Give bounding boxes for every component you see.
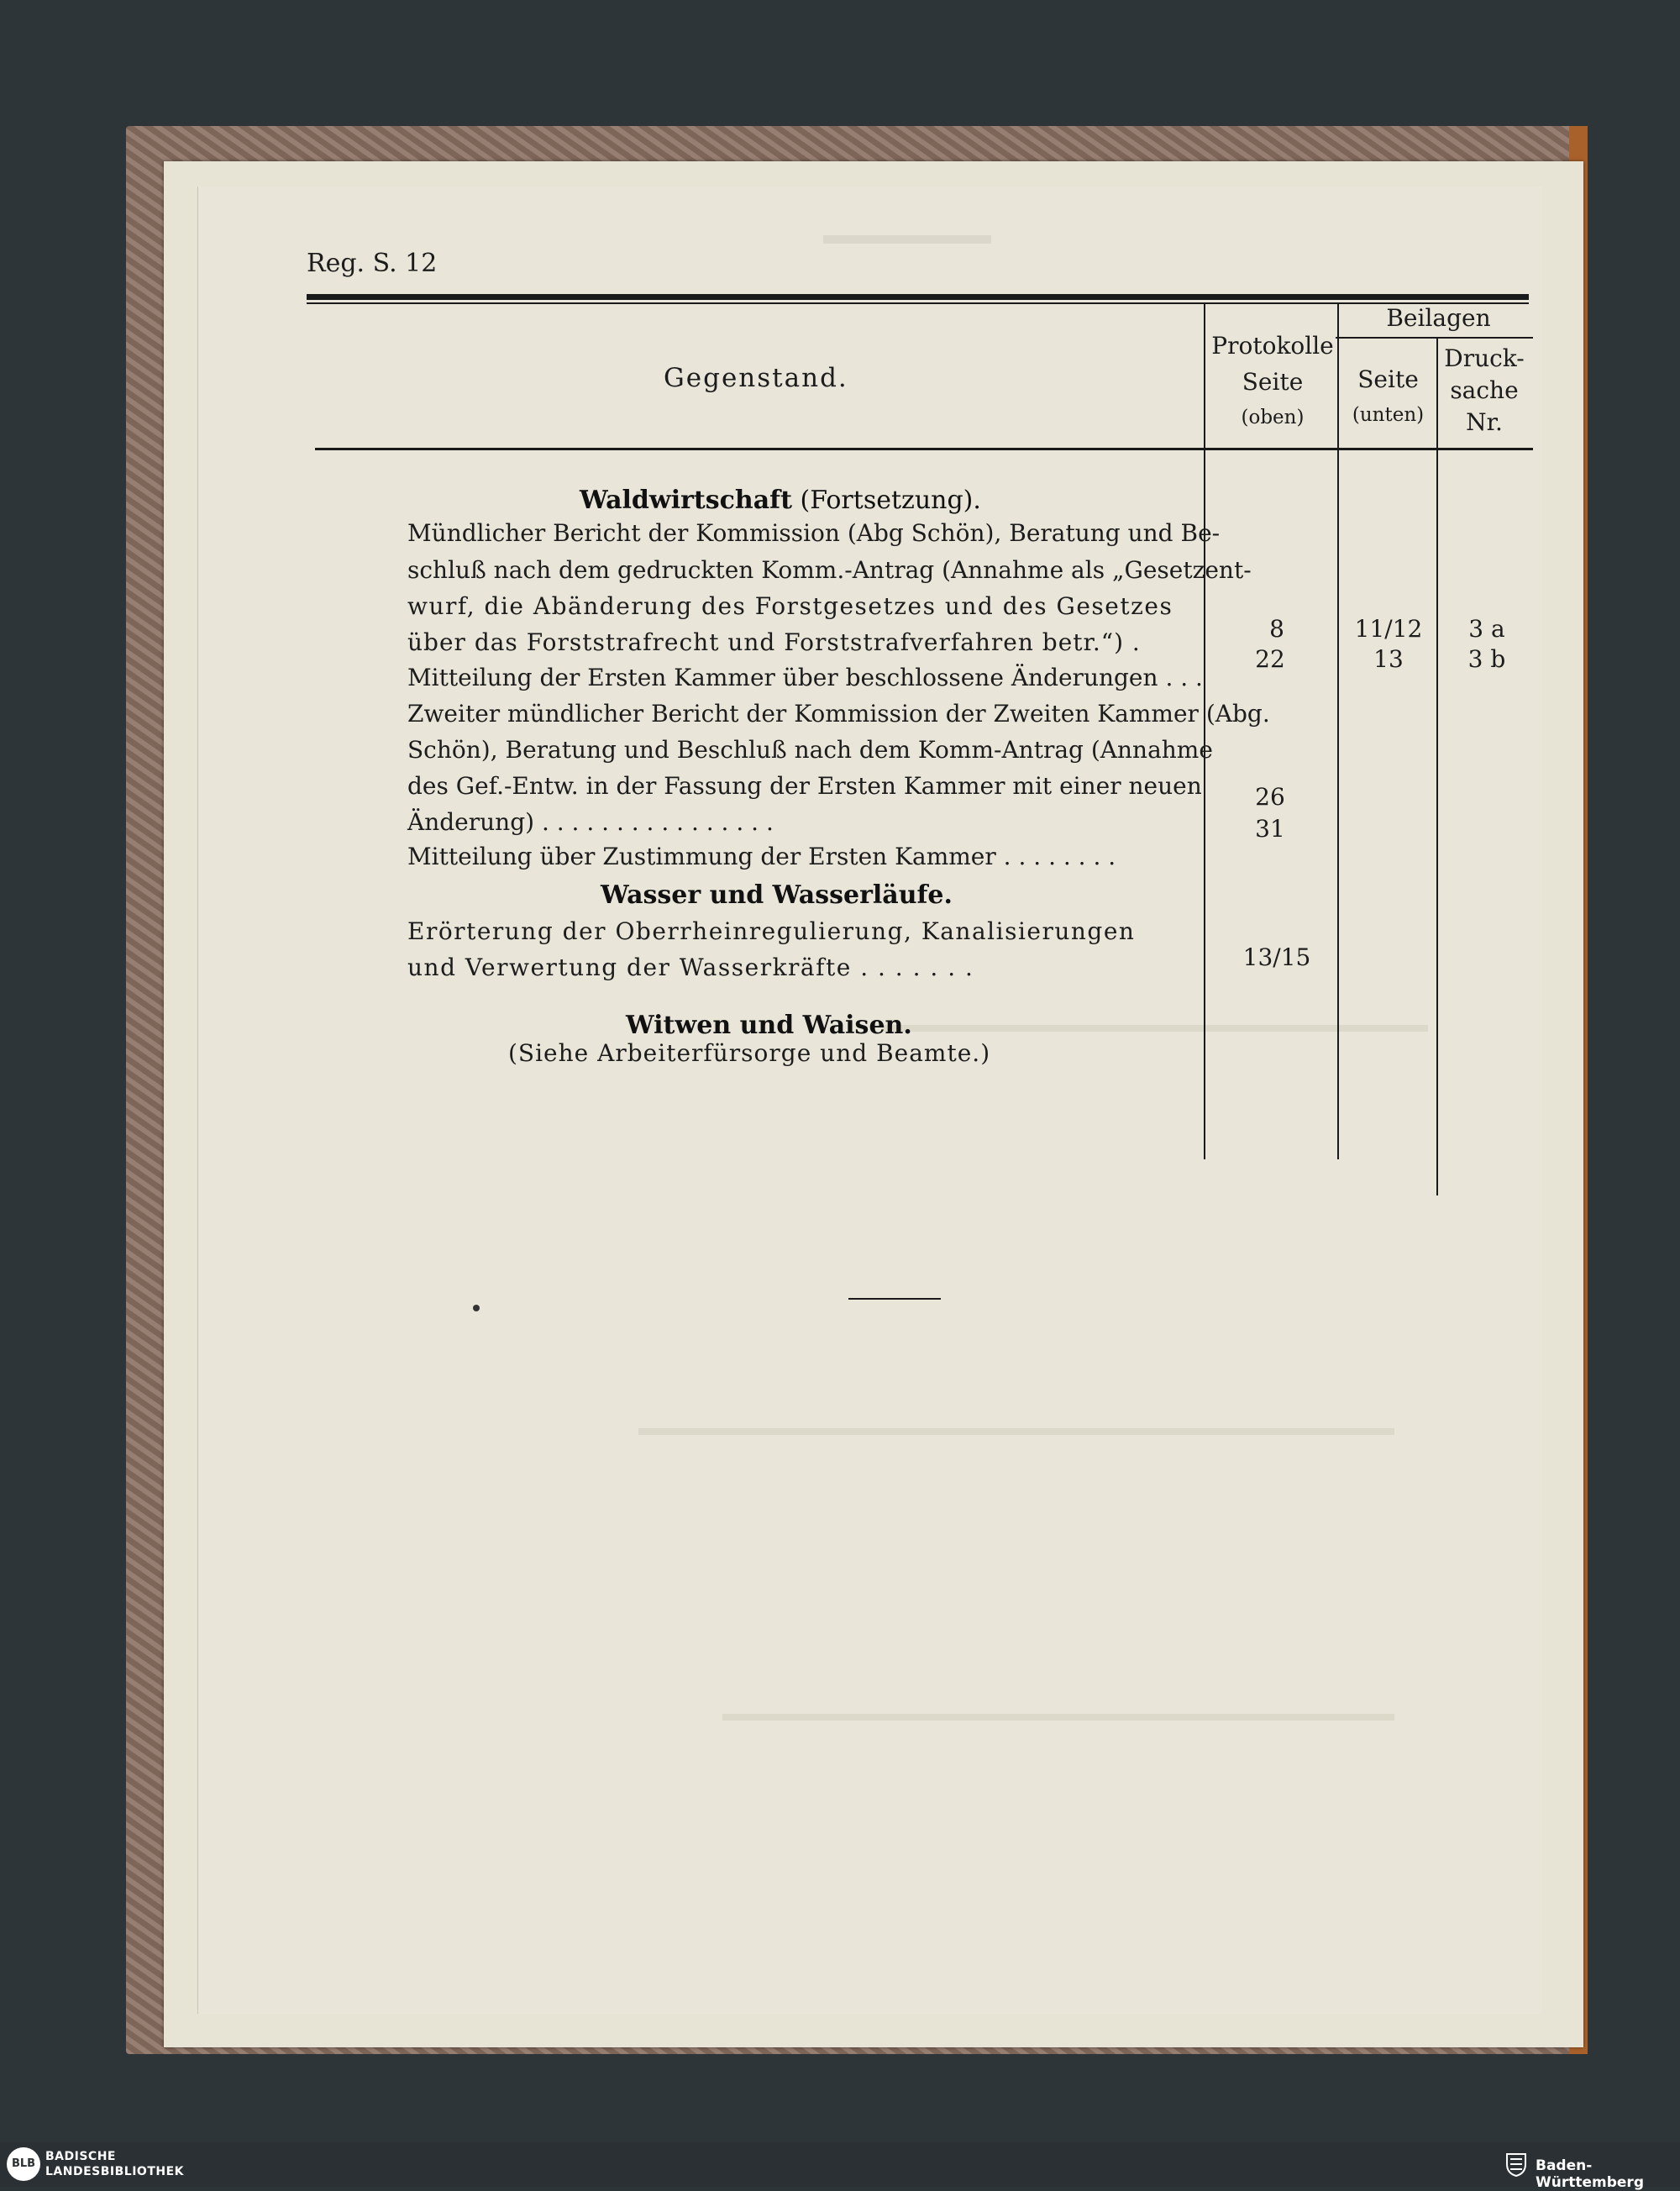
entry-line: wurf, die Abänderung des Forstgesetzes und des Gesetzes bbox=[407, 592, 1173, 620]
section-heading: Witwen und Waisen. bbox=[626, 1011, 912, 1040]
section-heading-suffix: (Fortsetzung). bbox=[791, 486, 981, 515]
entry-line: und Verwertung der Wasserkräfte . . . . . . . bbox=[407, 954, 974, 981]
entry-line: über das Forststrafrecht und Forststrafverfahren betr.“) . bbox=[407, 628, 1141, 656]
bleed-through-text bbox=[722, 1714, 1394, 1721]
library-name-line: LANDESBIBLIOTHEK bbox=[45, 2165, 185, 2178]
drucksache-number: 3 a bbox=[1468, 615, 1505, 643]
document-page bbox=[164, 161, 1583, 2047]
beilagen-page: 13 bbox=[1373, 645, 1404, 673]
blb-logo-icon: BLB bbox=[7, 2147, 40, 2181]
protokolle-page: 22 bbox=[1255, 645, 1285, 673]
header-bottom-rule bbox=[315, 448, 1533, 450]
entry-line: Mitteilung über Zustimmung der Ersten Kammer . . . . . . . . bbox=[407, 843, 1116, 870]
running-head: Reg. S. 12 bbox=[307, 249, 438, 278]
protokolle-page: 8 bbox=[1269, 615, 1284, 643]
entry-line: (Siehe Arbeiterfürsorge und Beamte.) bbox=[508, 1039, 991, 1067]
section-heading-title: Waldwirtschaft bbox=[580, 486, 792, 515]
library-name bbox=[45, 2149, 184, 2179]
entry-line: Erörterung der Oberrheinregulierung, Kanalisierungen bbox=[407, 917, 1136, 945]
bleed-through-text bbox=[823, 235, 991, 244]
entry-line: schluß nach dem gedruckten Komm.-Antrag (Annahme als „Gesetzent- bbox=[407, 556, 1252, 584]
entry-line: des Gef.-Entw. in der Fassung der Ersten Kammer mit einer neuen bbox=[407, 772, 1202, 800]
protokolle-page: 13/15 bbox=[1242, 943, 1311, 971]
header-rule-thick bbox=[307, 294, 1529, 300]
bleed-through-text bbox=[638, 1428, 1394, 1435]
section-heading: Wasser und Wasserläufe. bbox=[601, 880, 953, 910]
entry-line: Zweiter mündlicher Bericht der Kommission der Zweiten Kammer (Abg. bbox=[407, 700, 1270, 728]
baden-wuerttemberg-crest-icon bbox=[1504, 2151, 1529, 2178]
beilagen-subrule bbox=[1336, 337, 1533, 339]
column-header-beilagen: Beilagen bbox=[1386, 304, 1491, 332]
column-header-drucksache bbox=[1438, 343, 1530, 439]
header-label: Druck- bbox=[1444, 344, 1525, 372]
entry-line: Mündlicher Bericht der Kommission (Abg Schön), Beratung und Be- bbox=[407, 519, 1221, 547]
header-label: (oben) bbox=[1241, 407, 1305, 428]
bleed-through-text bbox=[882, 1025, 1428, 1032]
entry-line: Schön), Beratung und Beschluß nach dem Komm-Antrag (Annahme bbox=[407, 736, 1213, 764]
drucksache-number: 3 b bbox=[1467, 645, 1506, 673]
column-header-beilagen-seite bbox=[1340, 361, 1436, 433]
state-name: Baden-Württemberg bbox=[1536, 2157, 1644, 2191]
section-heading bbox=[580, 486, 981, 515]
protokolle-page: 26 bbox=[1255, 783, 1285, 811]
header-label: (unten) bbox=[1352, 404, 1425, 426]
column-divider bbox=[1436, 339, 1438, 1195]
end-rule bbox=[848, 1298, 941, 1300]
library-name-line: BADISCHE bbox=[45, 2150, 116, 2163]
header-label: Nr. bbox=[1466, 408, 1503, 436]
column-header-subject: Gegenstand. bbox=[664, 363, 848, 393]
ink-dot bbox=[473, 1305, 480, 1311]
header-label: Protokolle bbox=[1211, 332, 1334, 360]
header-label: Seite bbox=[1242, 368, 1304, 396]
header-label: Seite bbox=[1357, 365, 1419, 393]
beilagen-page: 11/12 bbox=[1354, 615, 1423, 643]
entry-line: Änderung) . . . . . . . . . . . . . . . . bbox=[407, 808, 774, 836]
page-inner bbox=[197, 187, 1542, 2014]
column-header-protokolle bbox=[1205, 328, 1340, 436]
entry-line: Mitteilung der Ersten Kammer über beschlossene Änderungen . . . bbox=[407, 664, 1203, 691]
header-label: sache bbox=[1450, 376, 1519, 404]
footer-bar bbox=[0, 2142, 1680, 2187]
protokolle-page: 31 bbox=[1255, 815, 1285, 843]
